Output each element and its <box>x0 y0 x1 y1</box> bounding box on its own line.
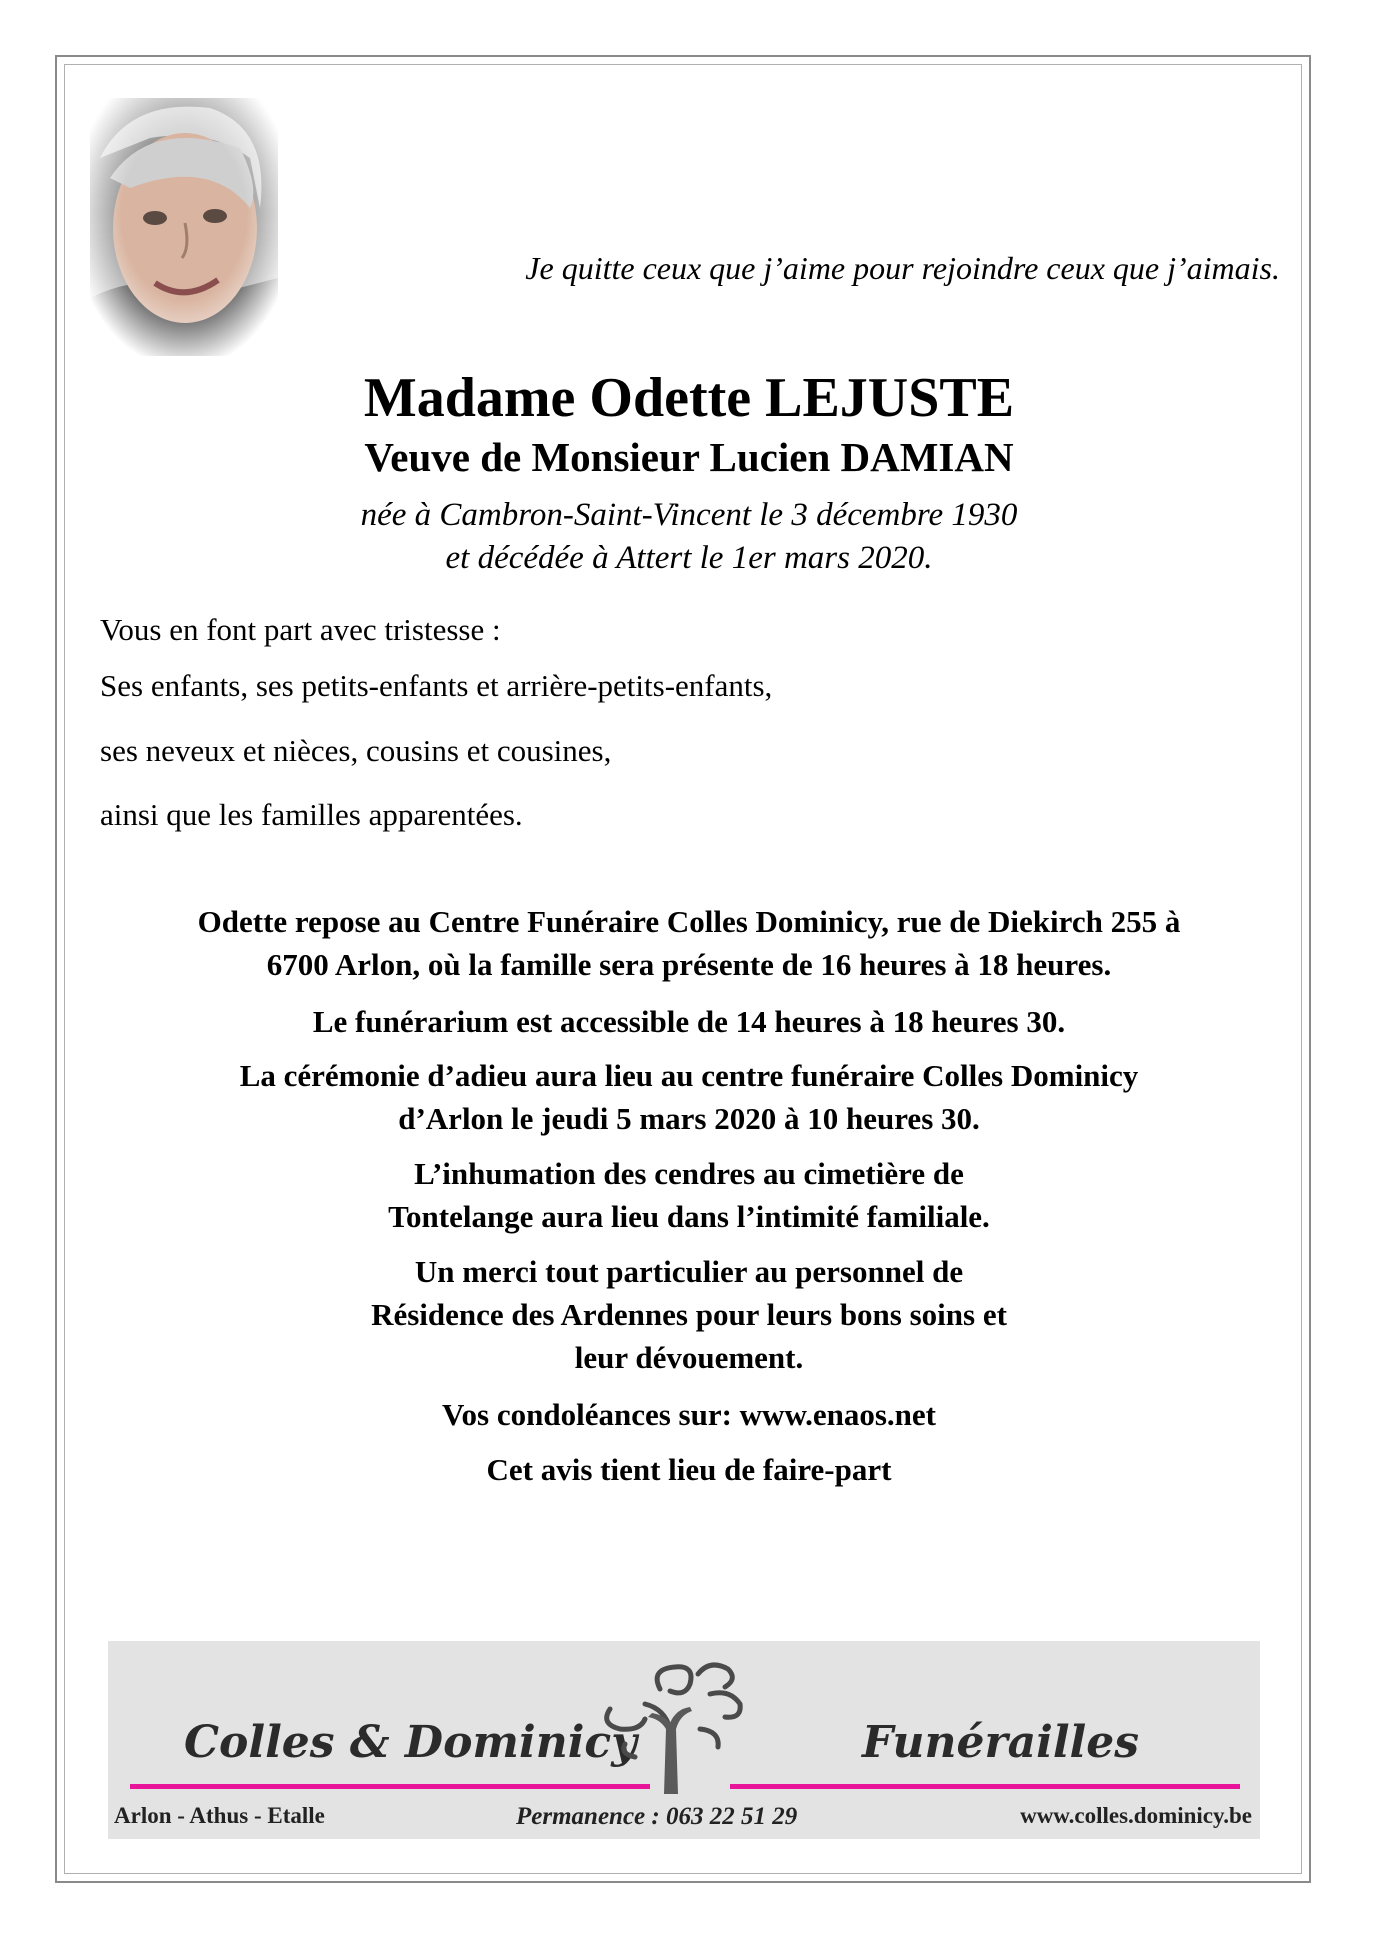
death-line: et décédée à Attert le 1er mars 2020. <box>445 540 933 576</box>
ceremony-line-1: La cérémonie d’adieu aura lieu au centre funéraire Colles Dominicy <box>239 1058 1139 1093</box>
burial-line-2: Tontelange aura lieu dans l’intimité familiale. <box>388 1199 990 1234</box>
birth-line: née à Cambron-Saint-Vincent le 3 décembre 1930 <box>360 497 1018 533</box>
condolences-line: Vos condoléances sur: www.enaos.net <box>441 1397 937 1432</box>
brand-name: Colles & Dominicy <box>184 1717 637 1768</box>
website-link[interactable]: www.colles.dominicy.be <box>1020 1803 1252 1828</box>
repose-line-1: Odette repose au Centre Funéraire Colles Dominicy, rue de Diekirch 255 à <box>197 904 1181 939</box>
portrait-photo <box>90 98 278 356</box>
ceremony-line-2: d’Arlon le jeudi 5 mars 2020 à 10 heures 30. <box>398 1101 980 1136</box>
accent-line-left <box>130 1784 650 1789</box>
notice-line: Cet avis tient lieu de faire-part <box>486 1452 892 1487</box>
repose-line-2: 6700 Arlon, où la famille sera présente de 16 heures à 18 heures. <box>266 947 1112 982</box>
phone-number: Permanence : 063 22 51 29 <box>516 1803 798 1830</box>
family-line: ainsi que les familles apparentées. <box>100 797 523 832</box>
thanks-line-2: Résidence des Ardennes pour leurs bons soins et <box>371 1297 1007 1332</box>
funeral-home-banner <box>108 1641 1260 1839</box>
deceased-name: Madame Odette LEJUSTE <box>363 367 1015 429</box>
burial-paragraph <box>80 1152 1298 1238</box>
thanks-paragraph <box>80 1250 1298 1379</box>
epitaph-quote: Je quitte ceux que j’aime pour rejoindre ceux que j’aimais. <box>525 250 1280 286</box>
town-list: Arlon - Athus - Etalle <box>114 1803 325 1828</box>
brand-tagline: Funérailles <box>862 1717 1140 1768</box>
tree-icon <box>590 1649 790 1799</box>
repose-paragraph <box>80 900 1298 986</box>
family-line: Ses enfants, ses petits-enfants et arrière-petits-enfants, <box>100 668 773 703</box>
family-line: ses neveux et nièces, cousins et cousines, <box>100 733 612 768</box>
ceremony-paragraph <box>80 1054 1298 1140</box>
widow-of: Veuve de Monsieur Lucien DAMIAN <box>364 434 1014 480</box>
portrait-image <box>90 98 278 356</box>
thanks-line-1: Un merci tout particulier au personnel de <box>414 1254 964 1289</box>
family-intro: Vous en font part avec tristesse : <box>100 612 501 647</box>
accent-line-right <box>730 1784 1240 1789</box>
burial-line-1: L’inhumation des cendres au cimetière de <box>414 1156 964 1191</box>
funerarium-hours: Le funérarium est accessible de 14 heures à 18 heures 30. <box>312 1004 1066 1039</box>
thanks-line-3: leur dévouement. <box>574 1340 804 1375</box>
